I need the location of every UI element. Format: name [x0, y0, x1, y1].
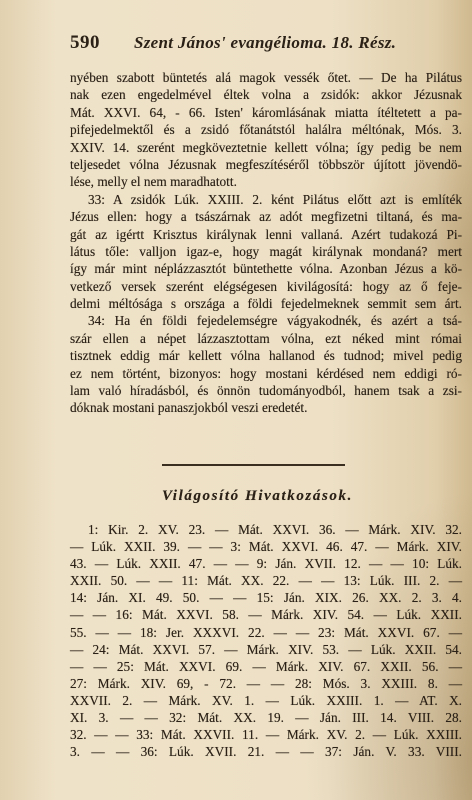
body-text [70, 69, 462, 417]
text-line: szár ellen a népet lázzasztottam vólna, ezt néked mint római [70, 330, 462, 346]
reference-line: — 24: Mát. XXVI. 57. — Márk. XIV. 53. — Lúk. XXII. 54. [70, 641, 462, 657]
reference-line: — — 16: Mát. XXVI. 58. — Márk. XIV. 54. — Lúk. XXII. [70, 607, 462, 623]
text-line: XXIV. 14. szerént megköveztetnie kellett vólna; így pedig be nem [70, 139, 462, 155]
reference-line: — — 25: Mát. XXVI. 69. — Márk. XIV. 67. XXII. 56. — [70, 658, 462, 674]
reference-line: 3. — — 36: Lúk. XVII. 21. — — 37: Ján. V. 33. VIII. [70, 744, 462, 760]
section-divider [162, 464, 345, 466]
reference-line: 1: Kir. 2. XV. 23. — Mát. XXVI. 36. — Márk. XIV. 32. [88, 522, 462, 537]
paragraph-continued [70, 69, 462, 191]
text-line: ez nem történt, bizonyos: hogy mostani kérdésed nem eddigi ró- [70, 365, 462, 381]
page-number: 590 [70, 32, 100, 53]
reference-line: XI. 3. — — 32: Mát. XX. 19. — Ján. III. 14. VIII. 28. [70, 710, 462, 726]
paragraph-34 [70, 312, 462, 416]
text-line: 34: Ha én földi fejedelemségre vágyakodnék, és azért a tsá- [88, 313, 462, 329]
reference-line: 27: Márk. XIV. 69, - 72. — — 28: Mós. 3. XXIII. 8. — [70, 675, 462, 691]
reference-line: — Lúk. XXII. 39. — — 3: Mát. XXVI. 46. 47. — Márk. XIV. [70, 539, 462, 555]
text-line: pifejedelmektől és a zsidó főtanátstól halálra méltónak, Mós. 3. [70, 122, 462, 138]
reference-line: XXVII. 2. — Márk. XV. 1. — Lúk. XXIII. 1. — AT. X. [70, 692, 462, 708]
text-line: Jézus ellen: hogy a tsászárnak az adót megfizetni tiltaná, és ma- [70, 209, 462, 225]
text-line: dóknak mostani panaszjokból veszi eredetét. [70, 400, 308, 416]
text-line: lése, melly el nem maradhatott. [70, 174, 237, 190]
text-line: tisztnek eddig már kellett vólna hallanod és tudnod; mivel pedig [70, 348, 462, 364]
references-list [70, 521, 462, 760]
reference-line: 55. — — 18: Jer. XXXVI. 22. — — 23: Mát. XXVI. 67. — [70, 624, 462, 640]
text-line: 33: A zsidók Lúk. XXIII. 2. ként Pilátus előtt azt is említék [88, 191, 462, 207]
text-line: nyében szabott büntetés alá magok vessék őtet. — De ha Pilátus [70, 70, 462, 85]
paragraph-33 [70, 191, 462, 313]
text-line: gát az igértt Krisztus királynak lenni vallaná. Azért tudakozá Pi- [70, 226, 462, 242]
text-line: látus tőle: valljon igaz-e, hogy magát királynak mondaná? mert [70, 243, 462, 259]
section-title: Világosító Hivatkozások. [162, 488, 353, 504]
text-line: delmi méltósága s országa a földi fejedelmeknek semmit sem árt. [70, 296, 462, 312]
reference-line: XXII. 50. — — 11: Mát. XX. 22. — — 13: Lúk. III. 2. — [70, 573, 462, 589]
text-line: teljesedet vólna Jézusnak megfeszítéséről többször újított jövendö- [70, 156, 462, 172]
reference-line: 32. — — 33: Mát. XXVII. 11. — Márk. XV. 2. — Lúk. XXIII. [70, 727, 462, 743]
text-line: Mát. XXVI. 64, - 66. Isten' káromlásának miatta ítéltetett a pa- [70, 104, 462, 120]
text-line: lam való híradásból, és önnön tudományodból, hanem tsak a zsi- [70, 383, 462, 399]
running-title: Szent János' evangélioma. 18. Rész. [134, 33, 397, 52]
text-line: így már mint néplázzasztót büntethette vólna. Azonban Jézus a kö- [70, 261, 462, 277]
reference-line: 14: Ján. XI. 49. 50. — — 15: Ján. XIX. 26. XX. 2. 3. 4. [70, 590, 462, 606]
reference-line: 43. — Lúk. XXII. 47. — — 9: Ján. XVII. 12. — — 10: Lúk. [70, 556, 462, 572]
text-line: nak ezen engedelmével éltek volna a zsidók: akkor Jézusnak [70, 87, 462, 103]
text-line: vetkező versek szerént elégségesen kivilágosítá: hogy az ő feje- [70, 278, 462, 294]
